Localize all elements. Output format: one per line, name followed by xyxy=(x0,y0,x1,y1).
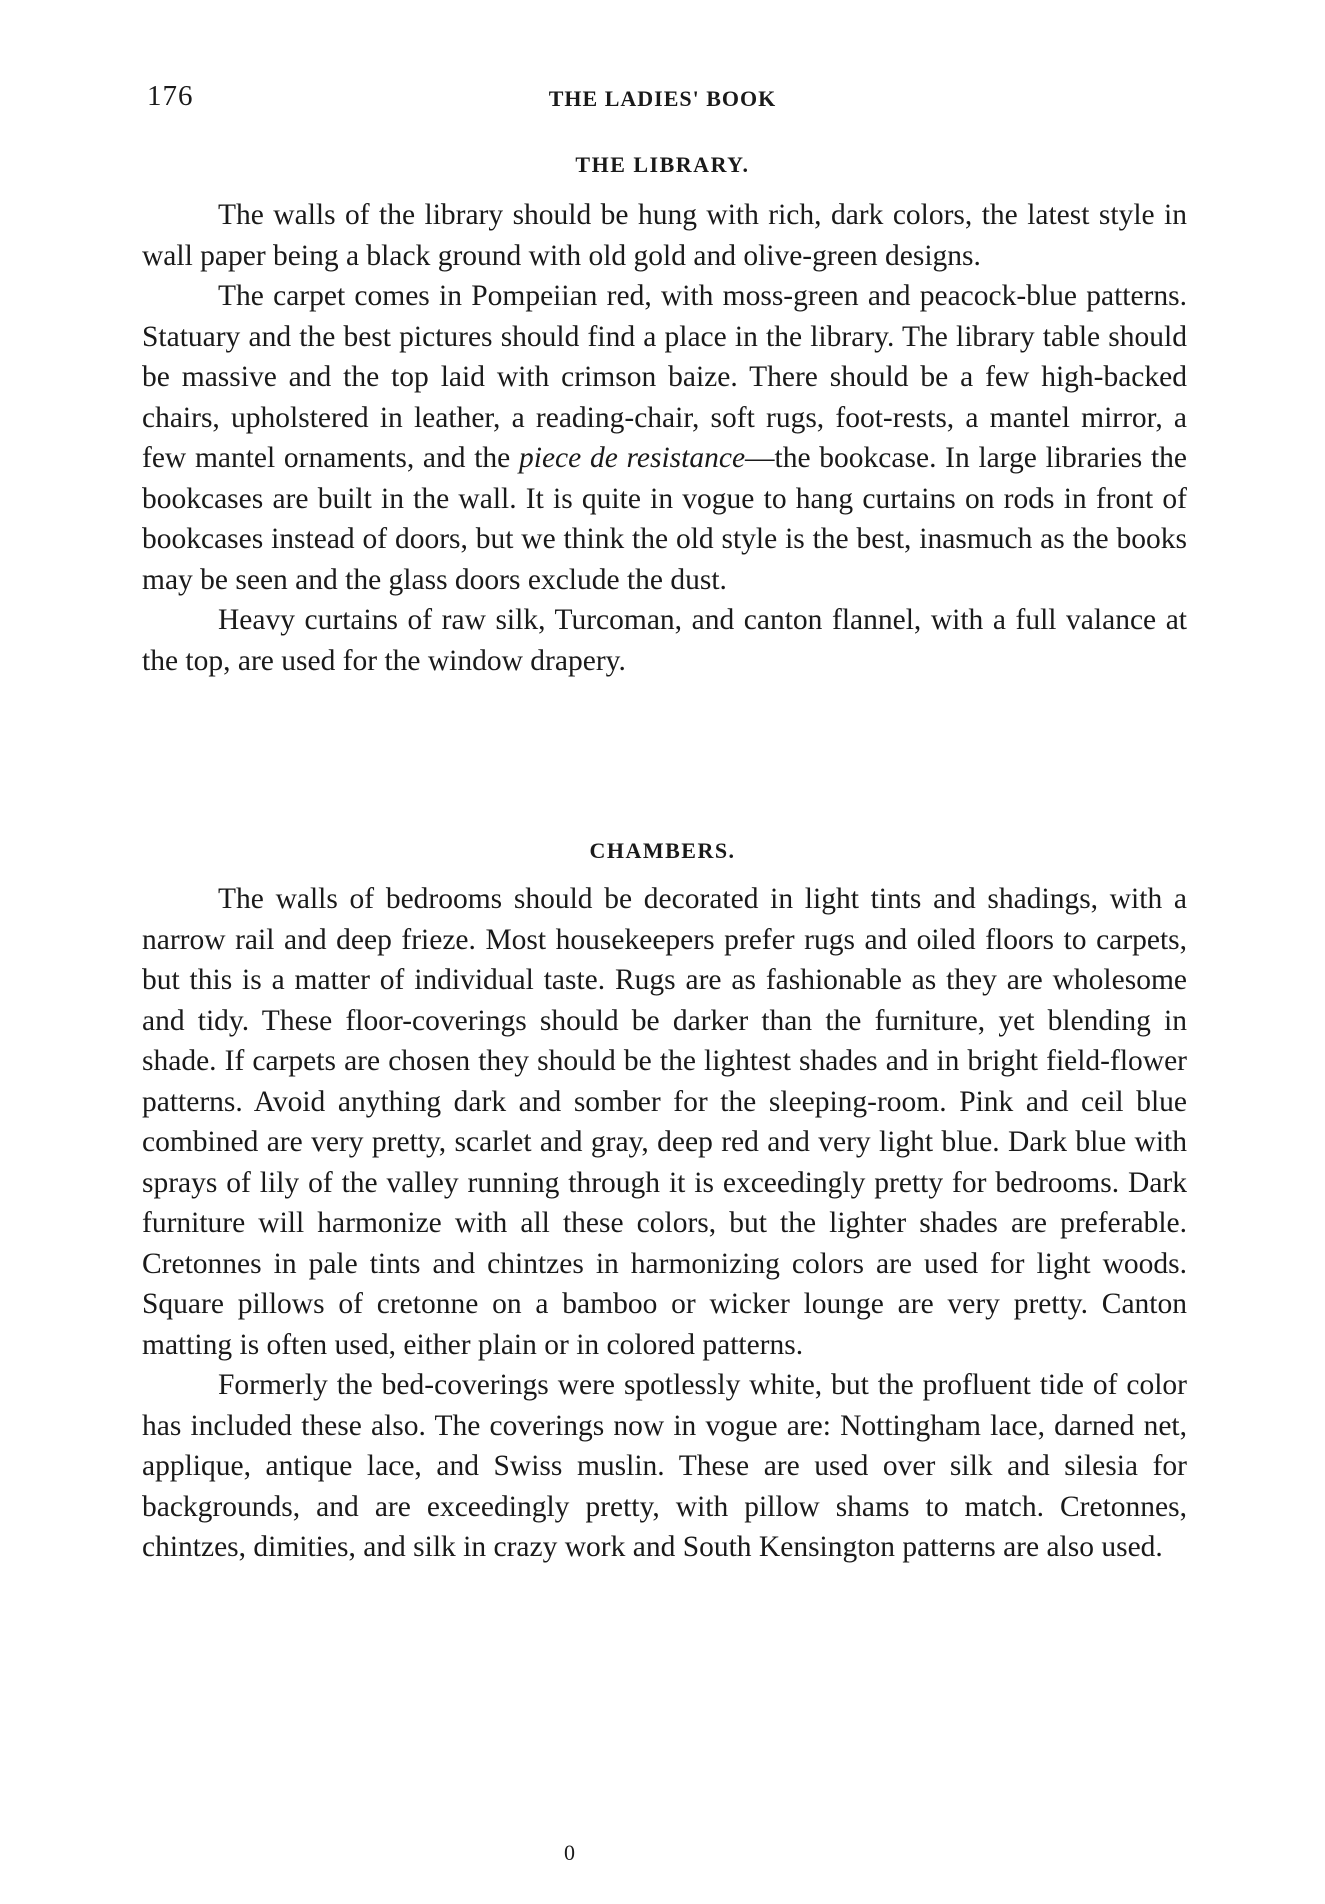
library-paragraph-1: The walls of the library should be hung with rich, dark colors, the latest style in wall paper being a black ground with old gold and olive-green designs. xyxy=(142,199,1187,272)
signature-mark: 0 xyxy=(564,1840,575,1865)
piece-de-resistance-italic: piece de resistance xyxy=(519,442,746,474)
library-paragraph-2 xyxy=(142,276,1187,600)
running-title: THE LADIES' BOOK xyxy=(548,86,777,111)
chambers-section xyxy=(142,879,1187,1568)
page-number: 176 xyxy=(147,80,194,112)
chambers-paragraph-2: Formerly the bed-coverings were spotlessly white, but the profluent tide of color has included these also. The coverings now in vogue are: Nottingham lace, darned net, applique, antique lace, and Swiss muslin. These are used over silk and silesia for backgrounds, and are exceedingly pretty, with pillow shams to match. Cretonnes, chintzes, dimities, and silk in crazy work and South Kensington patterns are also used. xyxy=(142,1369,1187,1563)
library-paragraph-2-end: —the bookcase. In large libraries the bookcases are built in the wall. It is quite in vogue to hang curtains on rods in front of bookcases instead of doors, but we think the old style is the best, inasmuch as the books may be seen and the glass doors exclude the dust. xyxy=(142,442,1188,596)
chambers-paragraph-1: The walls of bedrooms should be decorated in light tints and shadings, with a narrow rail and deep frieze. Most housekeepers prefer rugs and oiled floors to carpets, but this is a matter of individual taste. Rugs are as fashionable as they are wholesome and tidy. These floor-coverings should be darker than the furniture, yet blending in shade. If carpets are chosen they should be the lightest shades and in bright field-flower patterns. Avoid anything dark and somber for the sleeping-room. Pink and ceil blue combined are very pretty, scarlet and gray, deep red and very light blue. Dark blue with sprays of lily of the valley running through it is exceedingly pretty for bedrooms. Dark furniture will harmonize with all these colors, but the lighter shades are preferable. Cretonnes in pale tints and chintzes in harmonizing colors are used for light woods. Square pillows of cretonne on a bamboo or wicker lounge are very pretty. Canton matting is often used, either plain or in colored patterns. xyxy=(142,883,1187,1361)
section-heading-library: THE LIBRARY. xyxy=(575,152,750,177)
library-paragraph-2-start: The carpet comes in Pompeiian red, with moss-green and peacock-blue patterns. Statuary and the best pictures should find a place in the library. The library table should be massive and the top laid with crimson baize. There should be a few high-backed chairs, upholstered in leather, a reading-chair, soft rugs, foot-rests, a mantel mirror, a few mantel ornaments, and the xyxy=(142,280,1187,474)
section-heading-chambers: CHAMBERS. xyxy=(589,838,736,863)
library-section xyxy=(142,195,1187,681)
library-paragraph-3: Heavy curtains of raw silk, Turcoman, and canton flannel, with a full valance at the top, are used for the window drapery. xyxy=(142,604,1187,677)
